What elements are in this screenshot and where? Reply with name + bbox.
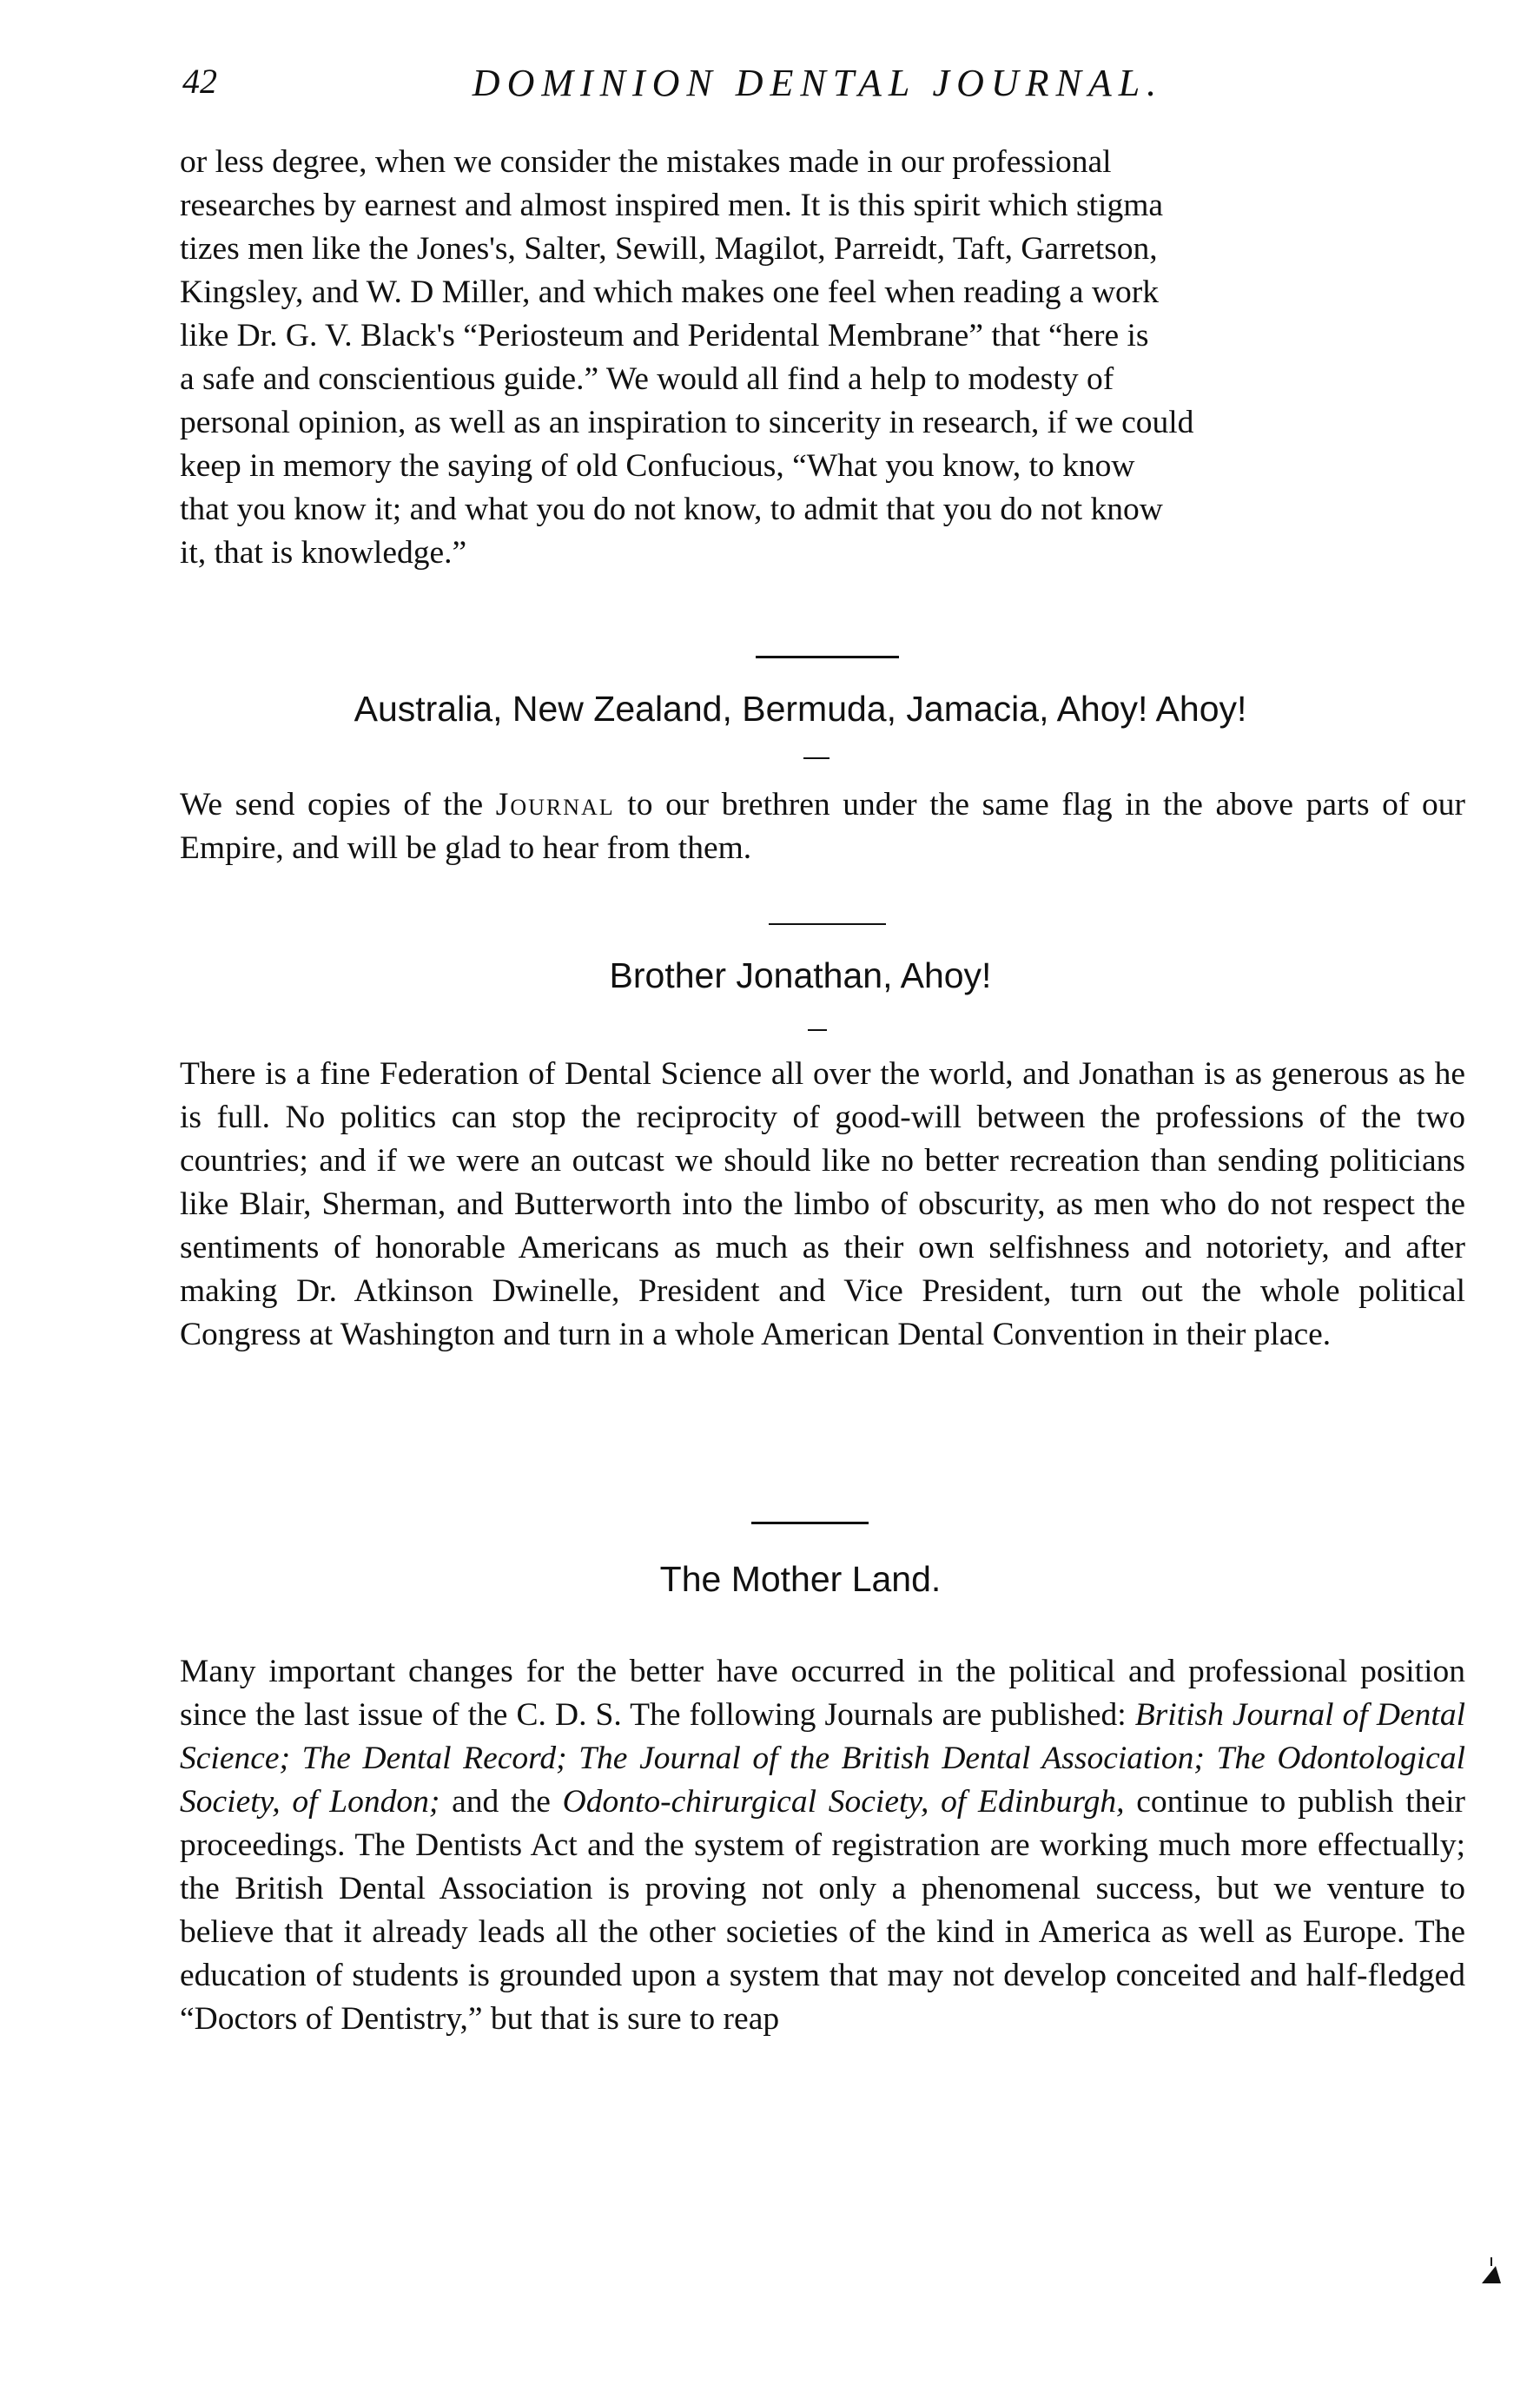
journal-title: DOMINION DENTAL JOURNAL. bbox=[472, 62, 1164, 104]
intro-line: or less degree, when we consider the mistakes made in our professional bbox=[180, 144, 1112, 180]
section-divider bbox=[751, 1522, 869, 1524]
section-heading-australia: Australia, New Zealand, Bermuda, Jamacia, Ahoy! Ahoy! bbox=[354, 689, 1247, 729]
mother-land-text-2: and the bbox=[440, 1784, 563, 1820]
section-heading-jonathan: Brother Jonathan, Ahoy! bbox=[609, 955, 992, 995]
intro-line: like Dr. G. V. Black's “Periosteum and Peridental Membrane” that “here is bbox=[180, 318, 1149, 353]
intro-line: it, that is knowledge.” bbox=[180, 535, 467, 571]
page-number: 42 bbox=[182, 62, 217, 101]
intro-line: Kingsley, and W. D Miller, and which makes one feel when reading a work bbox=[180, 274, 1160, 310]
intro-paragraph bbox=[180, 141, 1465, 575]
mother-land-text-1: Many important changes for the better have occurred in the political and professional position since the last issue of the C. D. S. The following Journals are published: bbox=[180, 1654, 1465, 1733]
intro-line: personal opinion, as well as an inspiration to sincerity in research, if we could bbox=[180, 405, 1194, 440]
mother-land-text-3: continue to publish their proceedings. The Dentists Act and the system of registration are working much more effectually; the British Dental Association is proving not only a phenomenal success, but we venture to believe that it already leads all the other societies of the kind in America as well as Europe. The education of students is grounded upon a system that may not develop conceited and half-fledged “Doctors of Dentistry,” but that is sure to reap bbox=[180, 1784, 1465, 2037]
intro-line: tizes men like the Jones's, Salter, Sewill, Magilot, Parreidt, Taft, Garretson, bbox=[180, 231, 1158, 267]
section-heading-mother-land: The Mother Land. bbox=[659, 1559, 942, 1599]
journal-list-1: British Journal of Dental Science; The Dental Record; The Journal of the British Dental Association; The Odontological Society, of London; bbox=[180, 1697, 1465, 1820]
heading-ornament bbox=[803, 757, 829, 759]
intro-line: researches by earnest and almost inspired men. It is this spirit which stigma bbox=[180, 188, 1164, 223]
australia-text-before: We send copies of the bbox=[180, 787, 496, 823]
corner-mark-icon bbox=[1477, 2254, 1506, 2289]
jonathan-paragraph: There is a fine Federation of Dental Science all over the world, and Jonathan is as generous as he is full. No politics can stop the reciprocity of good-will between the professions of the two countries; and if we were an outcast we should like no better recreation than sending politicians like Blair, Sherman, and Butterworth into the limbo of obscurity, as men who do not respect the sentiments of honorable Americans as much as their own selfishness and notoriety, and after making Dr. Atkinson Dwinelle, President and Vice President, turn out the whole political Congress at Washington and turn in a whole American Dental Convention in their place. bbox=[180, 1056, 1465, 1352]
running-head bbox=[182, 61, 1453, 113]
journal-word: Journal bbox=[495, 787, 615, 823]
section-divider bbox=[769, 923, 886, 925]
australia-text-after: to our brethren under the same flag in the above parts of our Empire, and will be glad to hear from them. bbox=[180, 787, 1466, 866]
intro-line: a safe and conscientious guide.” We would all find a help to modesty of bbox=[180, 361, 1114, 397]
mother-land-paragraph bbox=[180, 1650, 1465, 2041]
intro-line: keep in memory the saying of old Confucious, “What you know, to know bbox=[180, 448, 1135, 484]
journal-list-2: Odonto-chirurgical Society, of Edinburgh, bbox=[562, 1784, 1125, 1820]
intro-line: that you know it; and what you do not know, to admit that you do not know bbox=[180, 492, 1163, 527]
section-divider bbox=[756, 656, 899, 658]
australia-paragraph bbox=[180, 783, 1465, 870]
heading-ornament bbox=[808, 1029, 827, 1031]
